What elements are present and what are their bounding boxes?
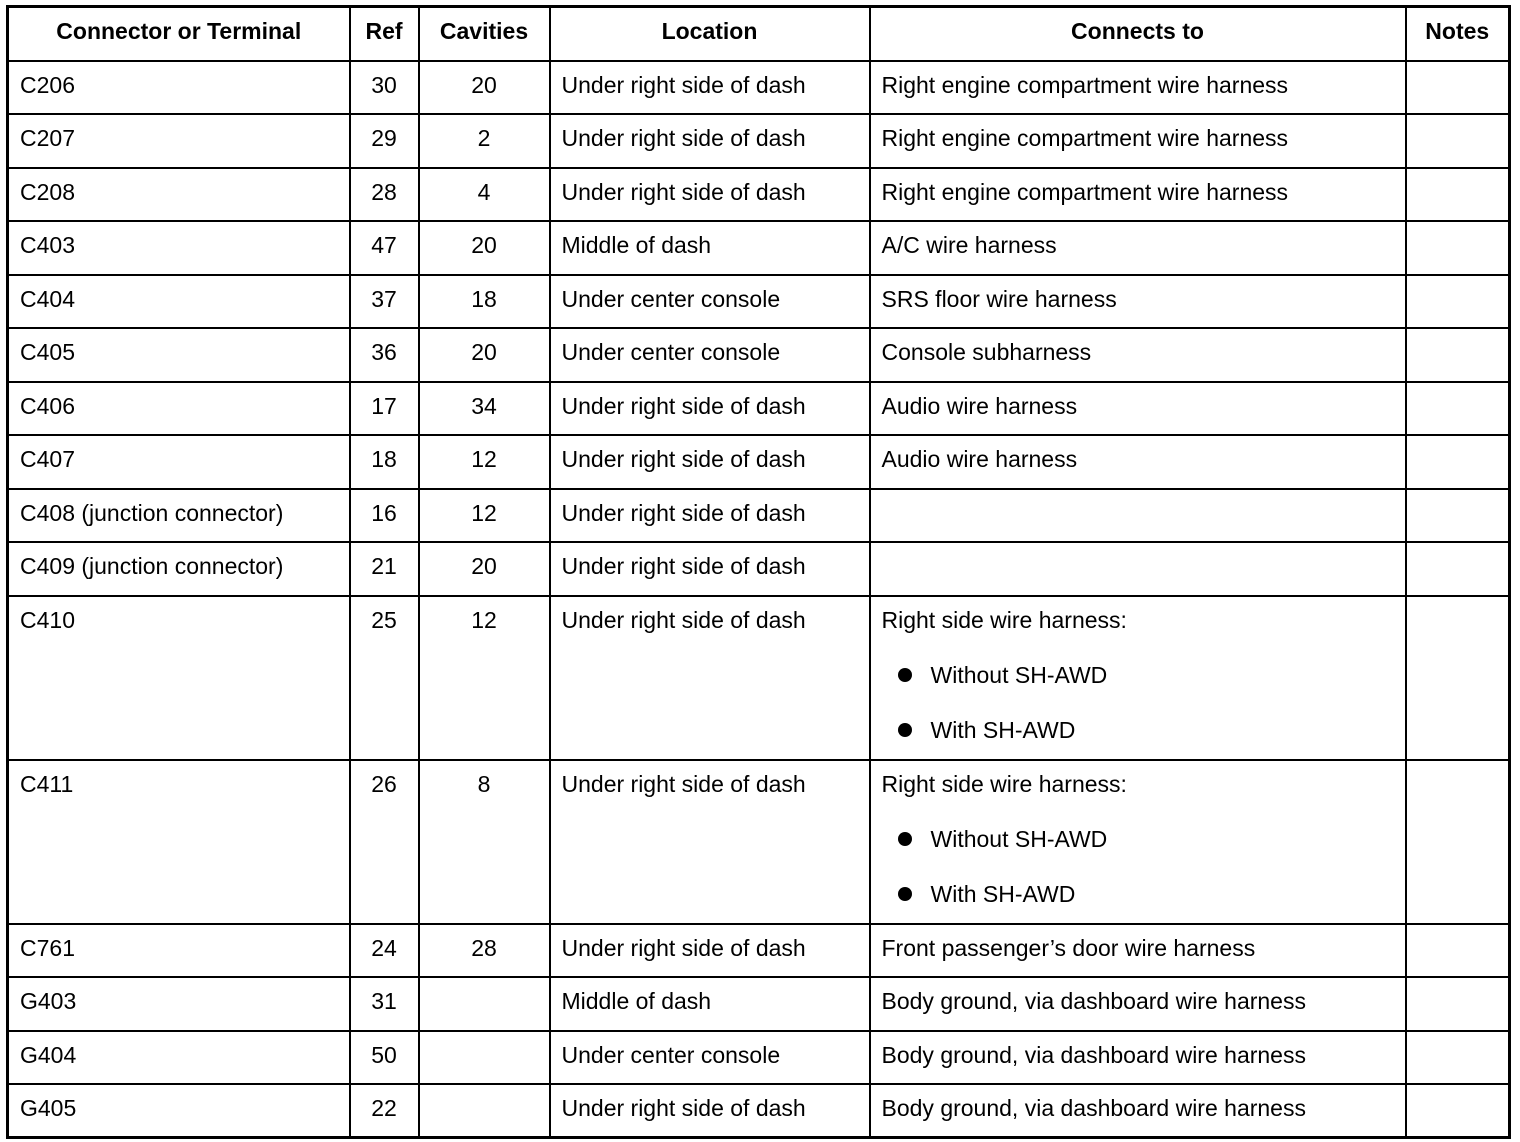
bullet-icon [898, 723, 912, 737]
connects-to-text: Right side wire harness: [881, 606, 1127, 633]
ref-cell: 16 [350, 489, 419, 543]
bullet-text: Without SH-AWD [930, 825, 1108, 852]
bullet-item [882, 826, 1394, 852]
connects-to-cell [870, 1084, 1406, 1138]
connects-to-text: A/C wire harness [881, 232, 1057, 258]
connects-to-text: Audio wire harness [881, 446, 1078, 472]
connector-cell: C408 (junction connector) [8, 489, 350, 543]
table-row [8, 1031, 1510, 1085]
connects-to-text: Front passenger’s door wire harness [881, 934, 1256, 961]
connects-to-cell [870, 542, 1406, 596]
bullet-text: Without SH-AWD [930, 661, 1108, 688]
connects-to-text: Console subharness [881, 339, 1092, 365]
location-cell: Under right side of dash [550, 924, 870, 978]
connector-cell: C208 [8, 168, 350, 222]
header-ref: Ref [350, 7, 419, 61]
bullet-text: With SH-AWD [930, 716, 1076, 743]
cavities-cell: 20 [419, 542, 550, 596]
connector-cell: C409 (junction connector) [8, 542, 350, 596]
bullet-icon [898, 832, 912, 846]
bullet-text: With SH-AWD [930, 880, 1076, 907]
notes-cell [1406, 435, 1510, 489]
ref-cell: 26 [350, 760, 419, 924]
connects-to-text: Body ground, via dashboard wire harness [881, 1041, 1306, 1068]
location-cell: Under right side of dash [550, 435, 870, 489]
table-row [8, 977, 1510, 1031]
connector-table [6, 5, 1511, 1139]
table-row [8, 1084, 1510, 1138]
location-cell: Under right side of dash [550, 489, 870, 543]
cavities-cell: 4 [419, 168, 550, 222]
cavities-cell: 2 [419, 114, 550, 168]
bullet-item [882, 881, 1394, 907]
connector-cell: C406 [8, 382, 350, 436]
ref-cell: 50 [350, 1031, 419, 1085]
connects-to-text: Body ground, via dashboard wire harness [881, 1095, 1306, 1121]
connector-cell: C411 [8, 760, 350, 924]
location-cell: Under right side of dash [550, 760, 870, 924]
connects-to-text: Right side wire harness: [881, 770, 1127, 797]
table-row [8, 114, 1510, 168]
cavities-cell [419, 977, 550, 1031]
notes-cell [1406, 221, 1510, 275]
table-row [8, 596, 1510, 760]
connects-to-cell [870, 435, 1406, 489]
connects-to-cell [870, 275, 1406, 329]
notes-cell [1406, 168, 1510, 222]
connector-cell: C403 [8, 221, 350, 275]
connector-cell: G404 [8, 1031, 350, 1085]
table-row [8, 489, 1510, 543]
connects-to-text: Right engine compartment wire harness [881, 178, 1289, 205]
ref-cell: 47 [350, 221, 419, 275]
location-cell: Under right side of dash [550, 1084, 870, 1138]
connects-to-cell [870, 596, 1406, 760]
cavities-cell: 12 [419, 435, 550, 489]
cavities-cell [419, 1084, 550, 1138]
connects-to-cell [870, 1031, 1406, 1085]
location-cell: Middle of dash [550, 221, 870, 275]
cavities-cell: 20 [419, 328, 550, 382]
header-connector: Connector or Terminal [8, 7, 350, 61]
header-cavities: Cavities [419, 7, 550, 61]
location-cell: Under right side of dash [550, 542, 870, 596]
table-row [8, 435, 1510, 489]
connector-cell: C761 [8, 924, 350, 978]
table-body [8, 61, 1510, 1138]
ref-cell: 17 [350, 382, 419, 436]
connects-to-text: Right engine compartment wire harness [881, 125, 1289, 151]
table-row [8, 61, 1510, 115]
location-cell: Under right side of dash [550, 596, 870, 760]
bullet-item [882, 717, 1394, 743]
connector-cell: C207 [8, 114, 350, 168]
notes-cell [1406, 977, 1510, 1031]
table-row [8, 275, 1510, 329]
location-cell: Middle of dash [550, 977, 870, 1031]
location-cell: Under center console [550, 328, 870, 382]
location-cell: Under center console [550, 1031, 870, 1085]
bullet-item [882, 662, 1394, 688]
connector-cell: C404 [8, 275, 350, 329]
location-cell: Under right side of dash [550, 61, 870, 115]
table-row [8, 924, 1510, 978]
ref-cell: 37 [350, 275, 419, 329]
connector-cell: C206 [8, 61, 350, 115]
connector-cell: C407 [8, 435, 350, 489]
cavities-cell: 28 [419, 924, 550, 978]
notes-cell [1406, 114, 1510, 168]
notes-cell [1406, 328, 1510, 382]
location-cell: Under right side of dash [550, 168, 870, 222]
cavities-cell: 34 [419, 382, 550, 436]
ref-cell: 30 [350, 61, 419, 115]
ref-cell: 21 [350, 542, 419, 596]
ref-cell: 29 [350, 114, 419, 168]
notes-cell [1406, 1031, 1510, 1085]
table-row [8, 760, 1510, 924]
notes-cell [1406, 1084, 1510, 1138]
location-cell: Under right side of dash [550, 382, 870, 436]
location-cell: Under right side of dash [550, 114, 870, 168]
notes-cell [1406, 382, 1510, 436]
bullet-icon [898, 668, 912, 682]
connects-to-text: Body ground, via dashboard wire harness [881, 988, 1306, 1014]
cavities-cell: 12 [419, 489, 550, 543]
location-cell: Under center console [550, 275, 870, 329]
connector-cell: C405 [8, 328, 350, 382]
connects-to-cell [870, 221, 1406, 275]
notes-cell [1406, 275, 1510, 329]
connects-to-cell [870, 114, 1406, 168]
cavities-cell: 18 [419, 275, 550, 329]
connector-cell: G403 [8, 977, 350, 1031]
bullet-icon [898, 887, 912, 901]
connects-to-cell [870, 924, 1406, 978]
connects-to-cell [870, 328, 1406, 382]
connector-cell: C410 [8, 596, 350, 760]
header-notes: Notes [1406, 7, 1510, 61]
cavities-cell: 20 [419, 221, 550, 275]
ref-cell: 31 [350, 977, 419, 1031]
connects-to-cell [870, 168, 1406, 222]
notes-cell [1406, 760, 1510, 924]
header-location: Location [550, 7, 870, 61]
table-row [8, 328, 1510, 382]
connects-to-text: Right engine compartment wire harness [881, 71, 1289, 98]
table-row [8, 542, 1510, 596]
table-row [8, 382, 1510, 436]
notes-cell [1406, 489, 1510, 543]
notes-cell [1406, 61, 1510, 115]
connects-to-text: SRS floor wire harness [881, 285, 1117, 312]
connects-to-cell [870, 61, 1406, 115]
connects-to-text: Audio wire harness [881, 392, 1078, 419]
cavities-cell: 20 [419, 61, 550, 115]
table-row [8, 168, 1510, 222]
ref-cell: 22 [350, 1084, 419, 1138]
cavities-cell: 12 [419, 596, 550, 760]
table-row [8, 221, 1510, 275]
header-row [8, 7, 1510, 61]
connects-to-cell [870, 760, 1406, 924]
connects-to-cell [870, 977, 1406, 1031]
connects-to-cell [870, 489, 1406, 543]
ref-cell: 24 [350, 924, 419, 978]
cavities-cell [419, 1031, 550, 1085]
connects-to-cell [870, 382, 1406, 436]
ref-cell: 18 [350, 435, 419, 489]
cavities-cell: 8 [419, 760, 550, 924]
notes-cell [1406, 924, 1510, 978]
ref-cell: 36 [350, 328, 419, 382]
ref-cell: 28 [350, 168, 419, 222]
notes-cell [1406, 542, 1510, 596]
connector-cell: G405 [8, 1084, 350, 1138]
header-connects-to: Connects to [870, 7, 1406, 61]
notes-cell [1406, 596, 1510, 760]
ref-cell: 25 [350, 596, 419, 760]
